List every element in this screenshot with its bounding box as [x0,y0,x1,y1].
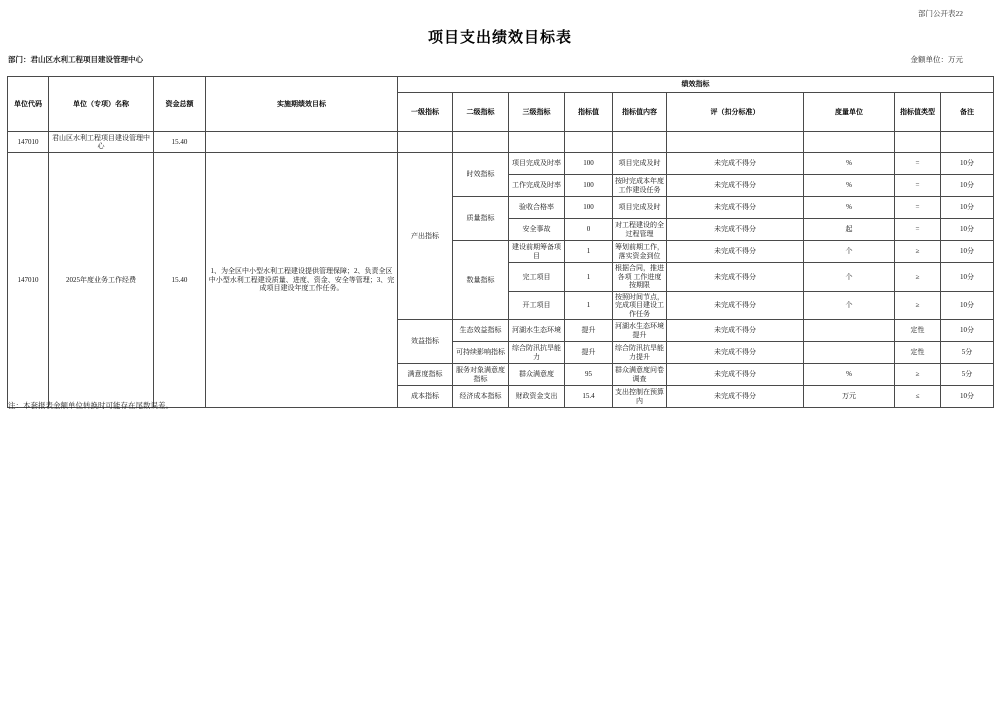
remark: 10分 [941,219,994,241]
level3-indicator: 验收合格率 [509,197,565,219]
level1-benefit: 效益指标 [398,320,453,364]
level2-service-satisfaction: 服务对象满意度指标 [453,364,509,386]
meta-row [8,54,963,65]
indicator-content: 综合防汛抗旱能力提升 [613,342,667,364]
indicator-value: 提升 [565,320,613,342]
level1-cost: 成本指标 [398,386,453,408]
value-type: ≥ [895,263,941,292]
level2-eco-benefit: 生态效益指标 [453,320,509,342]
scoring-standard: 未完成不得分 [667,263,804,292]
value-type: ≤ [895,386,941,408]
department-label: 部门：君山区水利工程项目建设管理中心 [8,55,143,64]
value-type: ≥ [895,291,941,320]
level3-indicator: 安全事故 [509,219,565,241]
header-level2: 二级指标 [453,93,509,132]
empty-cell [453,132,509,153]
value-type: 定性 [895,320,941,342]
value-type: ≥ [895,241,941,263]
indicator-value: 提升 [565,342,613,364]
project-amount: 15.40 [154,153,206,408]
value-type: = [895,153,941,175]
measure-unit [804,320,895,342]
scoring-standard: 未完成不得分 [667,291,804,320]
indicator-row [8,153,994,175]
performance-target-table [7,76,994,408]
scoring-standard: 未完成不得分 [667,219,804,241]
scoring-standard: 未完成不得分 [667,175,804,197]
indicator-content: 项目完成及时 [613,197,667,219]
value-type: = [895,197,941,219]
project-name: 2025年度业务工作经费 [49,153,154,408]
value-type: 定性 [895,342,941,364]
header-level3: 三级指标 [509,93,565,132]
indicator-value: 15.4 [565,386,613,408]
table-header-row-1 [8,77,994,93]
form-number-label: 部门公开表22 [918,9,963,18]
level3-indicator: 工作完成及时率 [509,175,565,197]
level2-quality: 质量指标 [453,197,509,241]
indicator-value: 1 [565,241,613,263]
scoring-standard: 未完成不得分 [667,241,804,263]
remark: 10分 [941,241,994,263]
measure-unit: 万元 [804,386,895,408]
summary-unit-name: 君山区水利工程项目建设管理中心 [49,132,154,153]
empty-cell [667,132,804,153]
remark: 10分 [941,153,994,175]
measure-unit: % [804,175,895,197]
scoring-standard: 未完成不得分 [667,364,804,386]
value-type: = [895,175,941,197]
level3-indicator: 河湖水生态环境 [509,320,565,342]
measure-unit: % [804,364,895,386]
measure-unit: % [804,197,895,219]
header-unit-name: 单位（专项）名称 [49,77,154,132]
measure-unit: % [804,153,895,175]
level3-indicator: 综合防汛抗旱能力 [509,342,565,364]
summary-unit-code: 147010 [8,132,49,153]
scoring-standard: 未完成不得分 [667,342,804,364]
measure-unit: 个 [804,241,895,263]
level3-indicator: 完工项目 [509,263,565,292]
indicator-content: 按时完成本年度工作建设任务 [613,175,667,197]
empty-cell [804,132,895,153]
summary-target-empty [206,132,398,153]
level3-indicator: 财政资金支出 [509,386,565,408]
measure-unit: 个 [804,291,895,320]
header-measure-unit: 度量单位 [804,93,895,132]
remark: 10分 [941,175,994,197]
measure-unit [804,342,895,364]
level1-output: 产出指标 [398,153,453,320]
indicator-value: 1 [565,291,613,320]
level2-economic-cost: 经济成本指标 [453,386,509,408]
remark: 5分 [941,342,994,364]
indicator-content: 河湖水生态环境提升 [613,320,667,342]
indicator-content: 对工程建设的全过程管理 [613,219,667,241]
remark: 10分 [941,263,994,292]
header-total-fund: 资金总额 [154,77,206,132]
level3-indicator: 群众满意度 [509,364,565,386]
scoring-standard: 未完成不得分 [667,386,804,408]
level1-satisfaction: 满意度指标 [398,364,453,386]
remark: 10分 [941,291,994,320]
indicator-value: 100 [565,175,613,197]
level3-indicator: 项目完成及时率 [509,153,565,175]
level3-indicator: 建设前期筹备项目 [509,241,565,263]
remark: 10分 [941,197,994,219]
indicator-content: 筹划前期工作，落实资金到位 [613,241,667,263]
indicator-value: 0 [565,219,613,241]
header-value-type: 指标值类型 [895,93,941,132]
header-level1: 一级指标 [398,93,453,132]
empty-cell [941,132,994,153]
empty-cell [613,132,667,153]
remark: 10分 [941,320,994,342]
indicator-value: 100 [565,197,613,219]
indicator-content: 群众满意度问卷调查 [613,364,667,386]
level3-indicator: 开工项目 [509,291,565,320]
empty-cell [565,132,613,153]
indicator-content: 支出控制在预算内 [613,386,667,408]
measure-unit: 起 [804,219,895,241]
project-period-target: 1、为全区中小型水利工程建设提供管理保障；2、负责全区中小型水利工程建设质量、进度、资金、安全等管理；3、完成项目建设年度工作任务。 [206,153,398,408]
indicator-value: 95 [565,364,613,386]
header-standard: 评（扣分标准） [667,93,804,132]
table-footnote: 注：本套报表金额单位转换时可能存在尾数误差。 [8,401,173,410]
page-title: 项目支出绩效目标表 [427,30,572,46]
header-performance-group: 绩效指标 [398,77,994,93]
amount-unit-label: 金额单位：万元 [910,55,963,64]
empty-cell [398,132,453,153]
header-value: 指标值 [565,93,613,132]
measure-unit: 个 [804,263,895,292]
indicator-value: 100 [565,153,613,175]
indicator-content: 根据合同，推进各项 工作进度按期限 [613,263,667,292]
indicator-content: 按照时间节点，完成项目建设工作任务 [613,291,667,320]
header-remark: 备注 [941,93,994,132]
value-type: ≥ [895,364,941,386]
level2-sustainability: 可持续影响指标 [453,342,509,364]
project-unit-code: 147010 [8,153,49,408]
header-value-content: 指标值内容 [613,93,667,132]
scoring-standard: 未完成不得分 [667,153,804,175]
summary-row [8,132,994,153]
scoring-standard: 未完成不得分 [667,320,804,342]
header-unit-code: 单位代码 [8,77,49,132]
remark: 10分 [941,386,994,408]
scoring-standard: 未完成不得分 [667,197,804,219]
remark: 5分 [941,364,994,386]
level2-quantity: 数量指标 [453,241,509,320]
empty-cell [509,132,565,153]
level2-timeliness: 时效指标 [453,153,509,197]
indicator-content: 项目完成及时 [613,153,667,175]
value-type: = [895,219,941,241]
empty-cell [895,132,941,153]
header-period-target: 实施期绩效目标 [206,77,398,132]
indicator-value: 1 [565,263,613,292]
summary-amount: 15.40 [154,132,206,153]
